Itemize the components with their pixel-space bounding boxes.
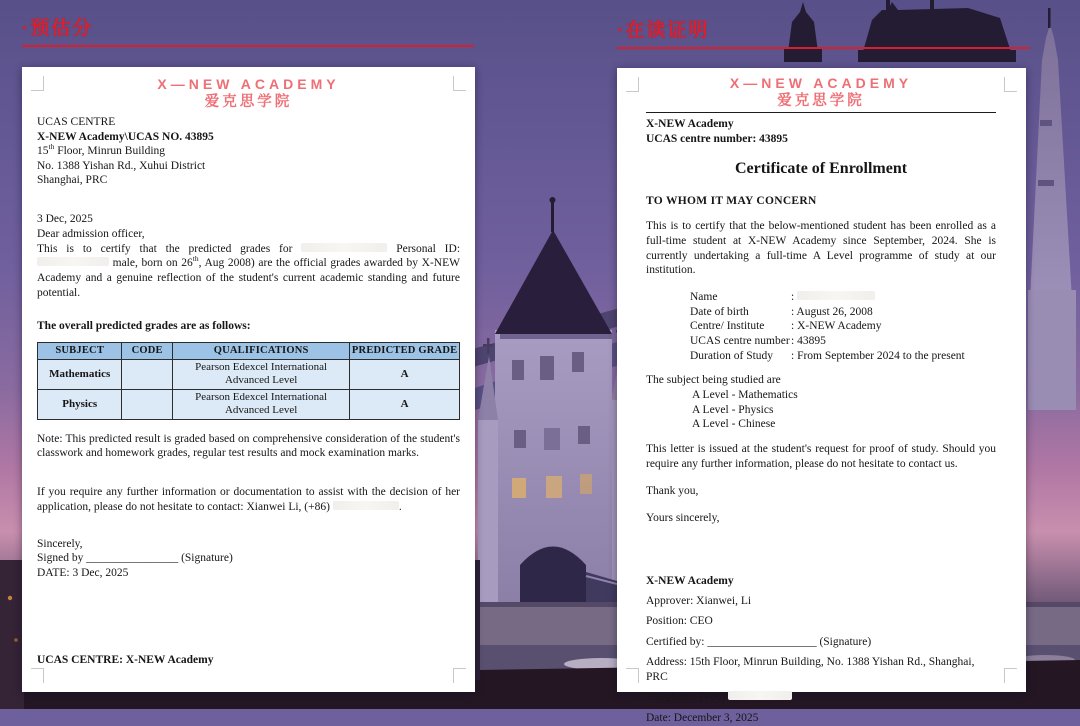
yours-sincerely-line: Yours sincerely, [646, 511, 720, 524]
section-label-predicted-grades: ·预估分 [22, 18, 94, 39]
org-name: X-NEW Academy [646, 118, 734, 130]
cell-code [122, 389, 173, 419]
closing-date: DATE: 3 Dec, 2025 [37, 566, 129, 579]
page-corner-mark [31, 76, 44, 91]
col-code: CODE [122, 342, 173, 359]
table-row [38, 359, 460, 389]
academy-name-cn: 爱克思学院 [204, 94, 293, 110]
certificate-title: Certificate of Enrollment [734, 160, 908, 177]
subjects-list [692, 388, 996, 432]
cell-subject: Physics [38, 389, 122, 419]
header-rule [646, 112, 996, 113]
further-info-paragraph: If you require any further information or documentation to assist with the decision of her application, please do not hesitate to contact: Xianwei Li, (+86) . [37, 486, 460, 514]
detail-row: Centre/ Institute : X-NEW Academy [690, 320, 882, 333]
note-paragraph: Note: This predicted result is graded based on comprehensive consideration of the student's classwork and homework grades, regular test results and mock examination marks. [37, 432, 460, 460]
address-line-bold: X-NEW Academy\UCAS NO. 43895 [37, 130, 214, 143]
signature-telephone: Telephone: (+86) [646, 690, 996, 705]
cell-grade: A [350, 389, 460, 419]
col-predicted-grade: PREDICTED GRADE [350, 342, 460, 359]
cell-qualification: Pearson Edexcel International Advanced Level [173, 389, 350, 419]
signature-date: Date: December 3, 2025 [646, 711, 759, 724]
grades-table-heading: The overall predicted grades are as follows: [37, 319, 251, 332]
redacted-student-name [797, 291, 875, 300]
predicted-grades-letter [22, 67, 475, 692]
address-line: 15th Floor, Minrun Building [37, 142, 166, 157]
letter-footer: UCAS CENTRE: X-NEW Academy [37, 654, 214, 666]
cell-code [122, 359, 173, 389]
redacted-phone [728, 691, 792, 700]
page-corner-mark [626, 77, 639, 92]
issuance-paragraph: This letter is issued at the student's request for proof of study. Should you require any further information, please do not hesitate to contact us. [646, 442, 996, 470]
academy-name-cn: 爱克思学院 [777, 93, 865, 109]
subject-item: A Level - Mathematics [692, 389, 798, 402]
page-corner-mark [1004, 668, 1017, 683]
closing-sincerely: Sincerely, [37, 537, 83, 550]
closing-signed-by: Signed by ________________ (Signature) [37, 552, 233, 565]
page-corner-mark [626, 668, 639, 683]
signature-position: Position: CEO [646, 615, 713, 628]
subjects-heading: The subject being studied are [646, 374, 781, 387]
intro-paragraph: This is to certify that the below-mentioned student has been enrolled as a full-time student at X-NEW Academy since September, 2024. She is currently undertaking a full-time A Level programme of study at our institution. [646, 220, 996, 277]
address-line: No. 1388 Yishan Rd., Xuhui District [37, 159, 206, 172]
signature-certified-by: Certified by: ___________________ (Signature) [646, 635, 872, 648]
certification-paragraph: This is to certify that the predicted grades for Personal ID: male, born on 26th, Aug 2008) are the official grades awarded by X-NEW Academy and a genuine reflection of the student's current academic standing and future potential. [37, 242, 461, 299]
subject-item: A Level - Chinese [692, 418, 776, 431]
cell-subject: Mathematics [38, 359, 122, 389]
signature-approver: Approver: Xianwei, Li [646, 594, 752, 607]
col-qualifications: QUALIFICATIONS [173, 342, 350, 359]
address-line: Shanghai, PRC [37, 174, 108, 186]
signature-address: Address: 15th Floor, Minrun Building, No. 1388 Yishan Rd., Shanghai, PRC [646, 656, 975, 684]
table-row [38, 389, 460, 419]
cell-qualification: Pearson Edexcel International Advanced Level [173, 359, 350, 389]
section-underline-right [617, 47, 1030, 49]
ucas-number-line: UCAS centre number: 43895 [646, 132, 788, 145]
address-line: UCAS CENTRE [37, 116, 116, 128]
detail-row: Duration of Study : From September 2024 to the present [690, 349, 965, 362]
page-corner-mark [1004, 77, 1017, 92]
redacted-student-name [301, 243, 387, 252]
recipient-address-block [37, 115, 460, 188]
table-header-row [38, 342, 460, 359]
section-underline-left [22, 45, 474, 47]
detail-row: Name : [690, 290, 996, 305]
letter-date: 3 Dec, 2025 [37, 212, 93, 225]
redacted-personal-id [37, 257, 109, 266]
rooftop-silhouettes [784, 0, 1016, 62]
cell-grade: A [350, 359, 460, 389]
detail-row: Date of birth : August 26, 2008 [690, 305, 873, 318]
section-label-enrollment-proof: ·在读证明 [617, 20, 710, 41]
predicted-grades-table [37, 342, 460, 420]
subject-item: A Level - Physics [692, 403, 774, 416]
detail-row: UCAS centre number: 43895 [690, 334, 826, 347]
academy-name-en: X—NEW ACADEMY [157, 76, 340, 92]
salutation: Dear admission officer, [37, 227, 145, 240]
signature-org: X-NEW Academy [646, 574, 734, 587]
certificate-of-enrollment [617, 68, 1026, 724]
right-spire [1028, 8, 1076, 410]
thank-you-line: Thank you, [646, 484, 699, 497]
page-corner-mark [31, 668, 44, 683]
to-whom-heading: TO WHOM IT MAY CONCERN [646, 195, 817, 207]
redacted-phone [333, 501, 399, 510]
col-subject: SUBJECT [38, 342, 122, 359]
page-corner-mark [453, 668, 466, 683]
student-details-block [690, 290, 996, 363]
academy-name-en: X—NEW ACADEMY [729, 75, 913, 91]
page-corner-mark [453, 76, 466, 91]
